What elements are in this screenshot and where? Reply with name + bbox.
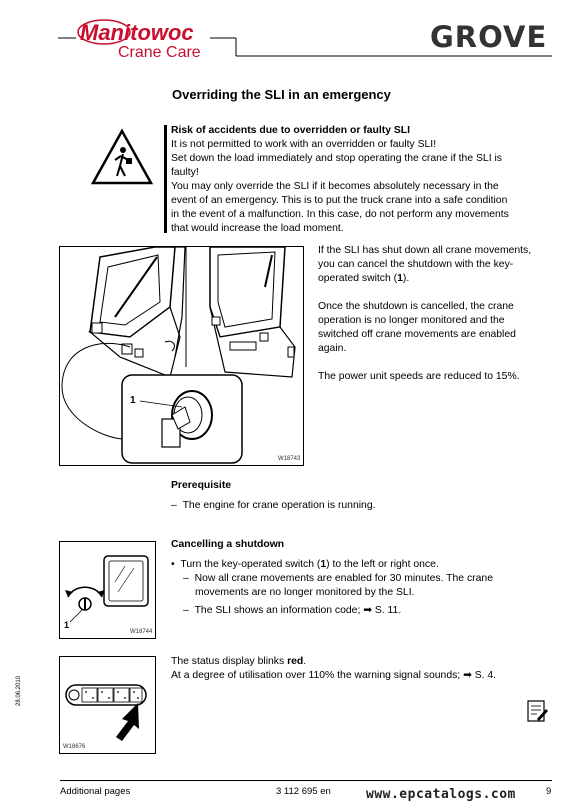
footer-left: Additional pages <box>60 786 131 797</box>
warning-line: that would increase the load moment. <box>171 223 344 234</box>
warning-line: in the event of a malfunction. In this case, do not perform any movements <box>171 209 509 220</box>
page-number: 9 <box>546 786 552 797</box>
cancelling-heading: Cancelling a shutdown <box>171 539 285 550</box>
status-text: The status display blinks red. At a degree of utilisation over 110% the warning signal sounds; ➡ S. 4. <box>171 656 497 681</box>
warning-line: It is not permitted to work with an overridden or faulty SLI! <box>171 139 437 150</box>
paragraph-shutdown: If the SLI has shut down all crane movements, you can cancel the shutdown with the key- operated switch (1). <box>318 245 532 284</box>
logo-manitowoc: Manitowoc <box>80 20 194 45</box>
side-date: 28.06.2010 <box>16 675 22 706</box>
figure-cab-key-switch <box>59 246 304 466</box>
status-display-illustration <box>60 657 155 753</box>
warning-line: faulty! <box>171 167 199 178</box>
paragraph-cancelled: Once the shutdown is cancelled, the crane operation is no longer monitored and the switched off crane movements are enabled again. <box>318 301 516 354</box>
arrow-reference-icon: ➡ <box>363 605 372 616</box>
warning-triangle-icon <box>90 128 154 186</box>
cancelling-sub2: – The SLI shows an information code; ➡ S. 11. <box>183 605 402 616</box>
fig1-callout: 1 <box>130 395 136 406</box>
cab-illustration <box>60 247 303 465</box>
key-switch-illustration <box>60 542 155 638</box>
arrow-reference-icon: ➡ <box>463 670 472 681</box>
cancelling-sub1: – Now all crane movements are enabled for 30 minutes. The crane movements are no longer monitored by the SLI. <box>183 573 493 598</box>
fig1-id: W18743 <box>278 456 301 462</box>
page-title: Overriding the SLI in an emergency <box>172 87 391 102</box>
warning-line: Set down the load immediately and stop operating the crane if the SLI is <box>171 153 502 164</box>
watermark: www.epcatalogs.com <box>366 787 516 802</box>
figure-key-switch-turn <box>59 541 156 639</box>
footer-center: 3 112 695 en <box>276 786 331 797</box>
notes-icon <box>524 699 548 725</box>
brand-grove: GROVE <box>430 20 548 54</box>
warning-bar <box>164 125 167 233</box>
prerequisite-heading: Prerequisite <box>171 480 232 491</box>
link-reference-s4[interactable]: S. 4. <box>474 670 497 681</box>
warning-title: Risk of accidents due to overridden or faulty SLI <box>171 125 411 136</box>
header <box>0 0 578 70</box>
logo-crane-care: Crane Care <box>118 44 201 61</box>
cancelling-bullet: • Turn the key-operated switch (1) to the left or right once. <box>171 559 439 570</box>
warning-block <box>171 124 546 236</box>
warning-line: event of an emergency. This is to put the truck crane into a safe condition <box>171 195 508 206</box>
fig2-id: W18744 <box>130 629 153 635</box>
footer-rule <box>60 780 552 781</box>
warning-line: You may only override the SLI if it becomes absolutely necessary in the <box>171 181 499 192</box>
fig3-id: W18676 <box>63 744 86 750</box>
paragraph-power-unit: The power unit speeds are reduced to 15%. <box>318 371 520 382</box>
link-reference-s11[interactable]: S. 11. <box>374 605 402 616</box>
right-column-text <box>318 244 550 398</box>
prerequisite-item: – The engine for crane operation is running. <box>171 500 376 511</box>
figure-status-display <box>59 656 156 754</box>
fig2-callout: 1 <box>64 620 70 630</box>
